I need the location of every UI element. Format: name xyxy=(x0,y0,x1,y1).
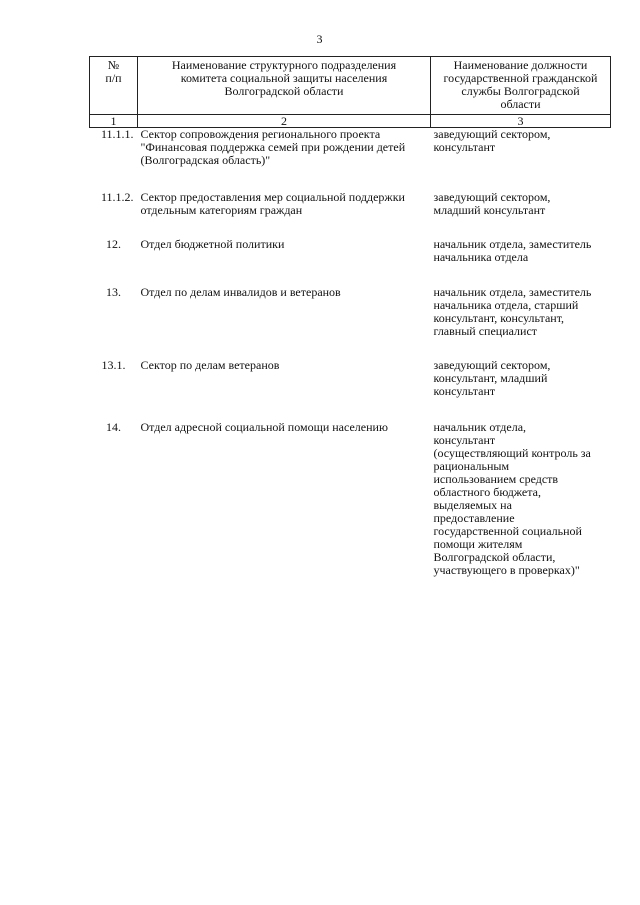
header-row xyxy=(90,57,611,115)
table-row xyxy=(90,128,611,168)
header-unit-name: Наименование структурного подразделения комитета социальной защиты населения Волгоградской области xyxy=(138,57,431,115)
table-row xyxy=(90,191,611,217)
row-number: 12. xyxy=(106,237,121,251)
row-positions: заведующий сектором, консультант xyxy=(433,127,551,154)
page-number: 3 xyxy=(316,32,324,46)
row-number: 13.1. xyxy=(101,358,126,372)
row-positions: начальник отдела, заместитель начальника отдела xyxy=(433,237,592,264)
row-positions: начальник отдела, консультант (осуществляющий контроль за рациональным использованием средств областного бюджета, выделяемых на предоставление государственной социальной помощи жителям Волгоградской области, участвующего в проверках)" xyxy=(433,420,591,577)
table-row xyxy=(90,286,611,338)
table-row xyxy=(90,421,611,577)
row-unit-name: Сектор предоставления мер социальной поддержки отдельным категориям граждан xyxy=(140,190,405,217)
table-row xyxy=(90,359,611,398)
row-number: 11.1.1. xyxy=(100,127,134,141)
positions-table xyxy=(89,56,611,577)
column-number: 3 xyxy=(431,115,611,128)
row-number: 13. xyxy=(106,285,121,299)
column-number: 1 xyxy=(90,115,138,128)
row-unit-name: Сектор по делам ветеранов xyxy=(140,358,280,372)
row-unit-name: Отдел по делам инвалидов и ветеранов xyxy=(140,285,341,299)
row-number: 11.1.2. xyxy=(100,190,134,204)
row-positions: заведующий сектором, младший консультант xyxy=(433,190,551,217)
row-positions: начальник отдела, заместитель начальника отдела, старший консультант, консультант, главный специалист xyxy=(433,285,592,338)
header-number: № п/п xyxy=(90,57,138,115)
row-number: 14. xyxy=(106,420,121,434)
row-unit-name: Отдел адресной социальной помощи населению xyxy=(140,420,388,434)
row-unit-name: Отдел бюджетной политики xyxy=(140,237,285,251)
row-positions: заведующий сектором, консультант, младший консультант xyxy=(433,358,551,398)
row-unit-name: Сектор сопровождения регионального проекта "Финансовая поддержка семей при рождении детей (Волгоградская область)" xyxy=(140,127,406,167)
column-number: 2 xyxy=(138,115,431,128)
header-position-name: Наименование должности государственной гражданской службы Волгоградской области xyxy=(431,57,611,115)
column-number-row xyxy=(90,115,611,128)
table-row xyxy=(90,238,611,264)
